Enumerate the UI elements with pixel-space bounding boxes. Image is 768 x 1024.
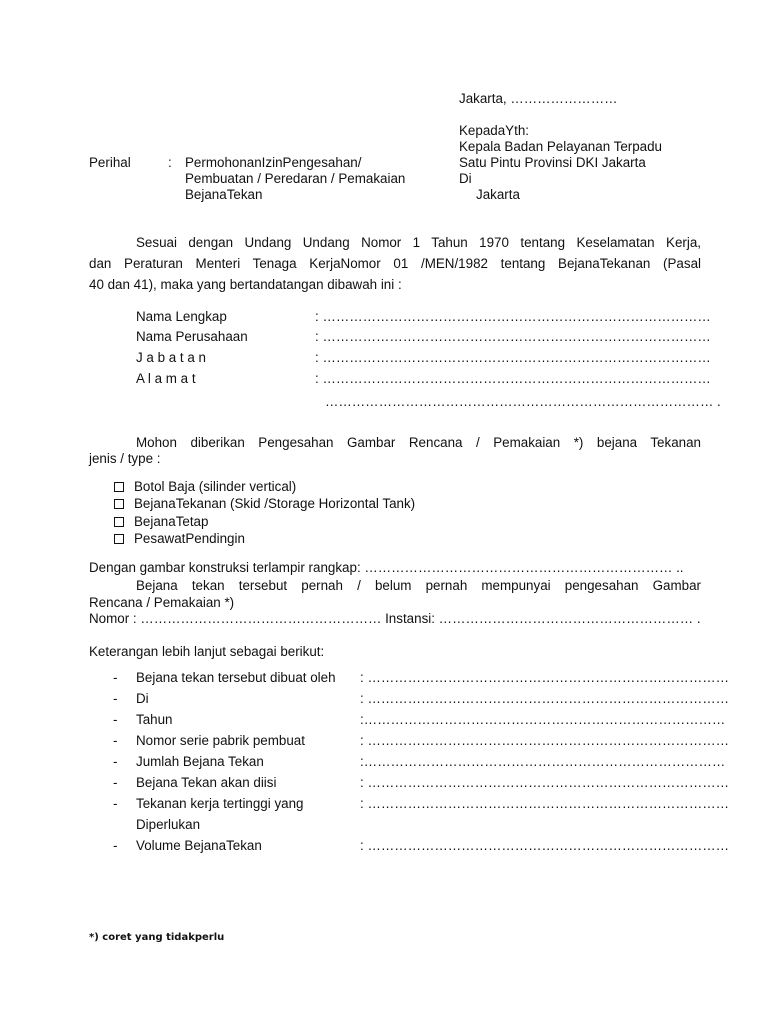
subject-colon: : [168,155,172,170]
details-heading: Keterangan lebih lanjut sebagai berikut: [89,644,325,659]
footnote: *) coret yang tidakperlu [89,932,225,943]
drawing-copies-line[interactable]: Dengan gambar konstruksi terlampir rangkap: …………………………………………………………… .. [89,560,684,575]
subject-line-2: Pembuatan / Peredaran / Pemakaian [185,171,406,186]
vessel-option-refrigerator[interactable] [114,531,245,547]
field-value-address-continuation[interactable]: …………………………………………………………………………… . [325,394,721,409]
recipient-line-3: Di [459,171,472,186]
approval-line-2: Rencana / Pemakaian *) [89,595,235,610]
detail-value-serial[interactable]: : ……………………………………………………………………… [360,733,729,748]
intro-line-3: 40 dan 41), maka yang bertandatangan dibawah ini : [89,277,402,292]
detail-label-quantity: Jumlah Bejana Tekan [136,754,264,769]
detail-label-required: Diperlukan [136,817,201,832]
field-label-position: J a b a t a n [136,350,206,365]
to-label: KepadaYth: [459,123,529,138]
vessel-option-label: Botol Baja (silinder vertical) [134,479,297,494]
detail-value-max-pressure[interactable]: : ……………………………………………………………………… [360,796,729,811]
bullet: - [113,733,118,748]
vessel-option-label: PesawatPendingin [134,531,245,546]
vessel-option-fixed-vessel[interactable] [114,514,208,530]
bullet: - [113,775,118,790]
recipient-line-2: Satu Pintu Provinsi DKI Jakarta [459,155,646,170]
detail-label-max-pressure: Tekanan kerja tertinggi yang [136,796,304,811]
recipient-line-1: Kepala Badan Pelayanan Terpadu [459,139,663,154]
detail-value-volume[interactable]: : ……………………………………………………………………… [360,838,729,853]
recipient-line-4: Jakarta [476,187,520,202]
detail-label-serial: Nomor serie pabrik pembuat [136,733,305,748]
vessel-option-label: BejanaTetap [134,514,209,529]
intro-line-2: dan Peraturan Menteri Tenaga KerjaNomor 01 /MEN/1982 tentang BejanaTekanan (Pasal [89,256,701,271]
detail-value-year[interactable]: :……………………………………………………………………… [360,712,726,727]
detail-value-manufacturer[interactable]: : ……………………………………………………………………… [360,670,729,685]
bullet: - [113,796,118,811]
nomor-instansi-line[interactable]: Nomor : ……………………………………………… Instansi: ………………………………………………… . [89,611,701,626]
approval-line-1: Bejana tekan tersebut pernah / belum pernah mempunyai pengesahan Gambar [136,578,701,593]
detail-label-year: Tahun [136,712,173,727]
checkbox-icon[interactable] [114,499,124,509]
city-date: Jakarta, …………………… [459,91,618,106]
checkbox-icon[interactable] [114,534,124,544]
bullet: - [113,838,118,853]
bullet: - [113,754,118,769]
detail-label-manufacturer: Bejana tekan tersebut dibuat oleh [136,670,336,685]
request-line-1: Mohon diberikan Pengesahan Gambar Rencana / Pemakaian *) bejana Tekanan [136,435,701,450]
request-line-2: jenis / type : [89,451,161,466]
bullet: - [113,691,118,706]
field-value-position[interactable]: : …………………………………………………………………………… [315,350,711,365]
field-label-company: Nama Perusahaan [136,329,248,344]
detail-value-quantity[interactable]: :……………………………………………………………………… [360,754,726,769]
vessel-option-label: BejanaTekanan (Skid /Storage Horizontal Tank) [134,496,416,511]
checkbox-icon[interactable] [114,517,124,527]
bullet: - [113,670,118,685]
checkbox-icon[interactable] [114,482,124,492]
field-label-name: Nama Lengkap [136,309,227,324]
field-label-address: A l a m a t [136,371,196,386]
detail-label-contents: Bejana Tekan akan diisi [136,775,277,790]
field-value-name[interactable]: : …………………………………………………………………………… [315,309,711,324]
vessel-option-steel-bottle[interactable] [114,479,296,495]
detail-label-location: Di [136,691,149,706]
vessel-option-pressure-vessel[interactable] [114,496,415,512]
bullet: - [113,712,118,727]
subject-line-1: PermohonanIzinPengesahan/ [185,155,362,170]
subject-line-3: BejanaTekan [185,187,263,202]
detail-label-volume: Volume BejanaTekan [136,838,262,853]
field-value-company[interactable]: : …………………………………………………………………………… [315,329,711,344]
subject-label: Perihal [89,155,131,170]
field-value-address[interactable]: : …………………………………………………………………………… [315,371,711,386]
detail-value-location[interactable]: : ……………………………………………………………………… [360,691,729,706]
detail-value-contents[interactable]: : ……………………………………………………………………… [360,775,729,790]
intro-line-1: Sesuai dengan Undang Undang Nomor 1 Tahun 1970 tentang Keselamatan Kerja, [136,235,701,250]
